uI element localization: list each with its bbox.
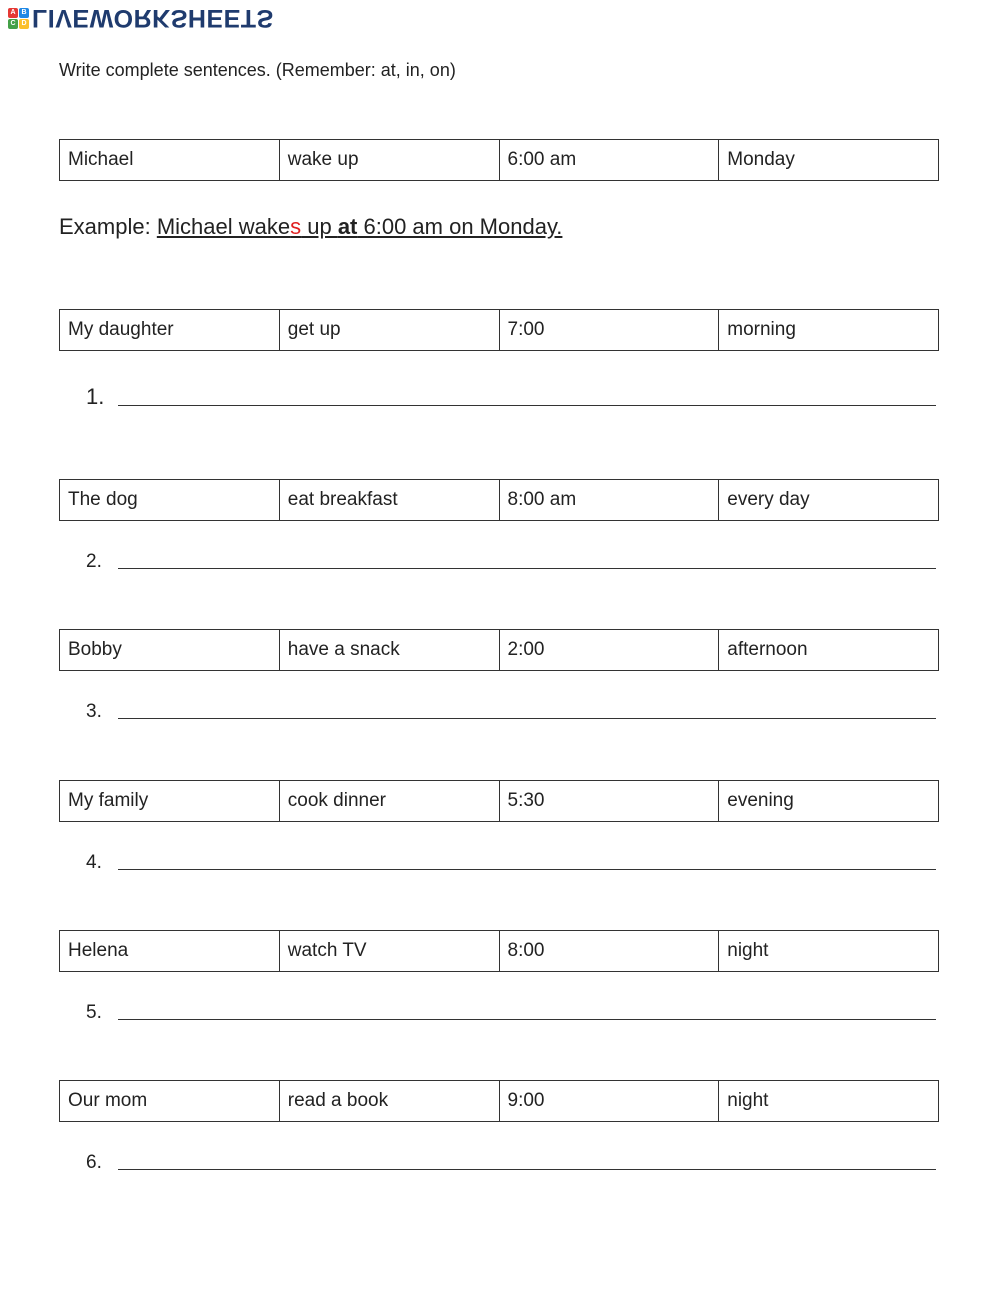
when-cell: Monday — [719, 140, 939, 181]
time-cell: 8:00 am — [499, 480, 719, 521]
answer-row-1 — [86, 384, 936, 410]
time-cell: 9:00 — [499, 1081, 719, 1122]
exercise-table-3 — [59, 629, 939, 671]
logo-block-c: C — [8, 19, 18, 29]
answer-number: 6. — [86, 1152, 102, 1173]
when-cell: morning — [719, 310, 939, 351]
subject-cell: Bobby — [60, 630, 280, 671]
verb-cell: watch TV — [279, 931, 499, 972]
example-suffix-s: s — [290, 214, 302, 239]
example-part3: 6:00 am on Monday. — [357, 214, 563, 239]
time-cell: 7:00 — [499, 310, 719, 351]
exercise-table-5 — [59, 930, 939, 972]
answer-row-3 — [86, 698, 936, 723]
answer-blank-4[interactable] — [118, 849, 936, 870]
answer-row-2 — [86, 548, 936, 573]
when-cell: night — [719, 1081, 939, 1122]
instruction-text: Write complete sentences. (Remember: at, in, on) — [59, 60, 456, 80]
when-cell: every day — [719, 480, 939, 521]
answer-row-4 — [86, 849, 936, 874]
logo-text: LIVEWORKSHEETS — [32, 4, 274, 32]
subject-cell: Michael — [60, 140, 280, 181]
time-cell: 6:00 am — [499, 140, 719, 181]
answer-blank-1[interactable] — [118, 385, 936, 406]
answer-number: 4. — [86, 852, 102, 873]
logo-block-a: A — [8, 8, 18, 18]
logo-blocks-icon — [8, 8, 29, 29]
when-cell: evening — [719, 781, 939, 822]
logo-block-d: D — [19, 19, 29, 29]
answer-number: 3. — [86, 701, 102, 722]
subject-cell: My daughter — [60, 310, 280, 351]
verb-cell: wake up — [279, 140, 499, 181]
subject-cell: Our mom — [60, 1081, 280, 1122]
logo-block-b: B — [19, 8, 29, 18]
exercise-table-6 — [59, 1080, 939, 1122]
example-answer — [157, 214, 563, 239]
time-cell: 5:30 — [499, 781, 719, 822]
time-cell: 2:00 — [499, 630, 719, 671]
answer-blank-6[interactable] — [118, 1149, 936, 1170]
when-cell: night — [719, 931, 939, 972]
liveworksheets-logo — [8, 6, 274, 30]
verb-cell: read a book — [279, 1081, 499, 1122]
example-part2: up — [301, 214, 338, 239]
answer-number: 5. — [86, 1002, 102, 1023]
example-table — [59, 139, 939, 181]
answer-blank-2[interactable] — [118, 548, 936, 569]
verb-cell: get up — [279, 310, 499, 351]
exercise-table-2 — [59, 479, 939, 521]
answer-number: 1. — [86, 384, 105, 409]
example-part1: Michael wake — [156, 214, 291, 239]
example-label: Example: — [59, 214, 157, 239]
answer-blank-5[interactable] — [118, 999, 936, 1020]
example-at: at — [337, 214, 358, 239]
subject-cell: Helena — [60, 931, 280, 972]
verb-cell: have a snack — [279, 630, 499, 671]
example-sentence — [59, 214, 562, 240]
answer-row-5 — [86, 999, 936, 1024]
verb-cell: eat breakfast — [279, 480, 499, 521]
answer-number: 2. — [86, 551, 102, 572]
subject-cell: The dog — [60, 480, 280, 521]
exercise-table-1 — [59, 309, 939, 351]
answer-blank-3[interactable] — [118, 698, 936, 719]
when-cell: afternoon — [719, 630, 939, 671]
time-cell: 8:00 — [499, 931, 719, 972]
verb-cell: cook dinner — [279, 781, 499, 822]
answer-row-6 — [86, 1149, 936, 1174]
subject-cell: My family — [60, 781, 280, 822]
exercise-table-4 — [59, 780, 939, 822]
